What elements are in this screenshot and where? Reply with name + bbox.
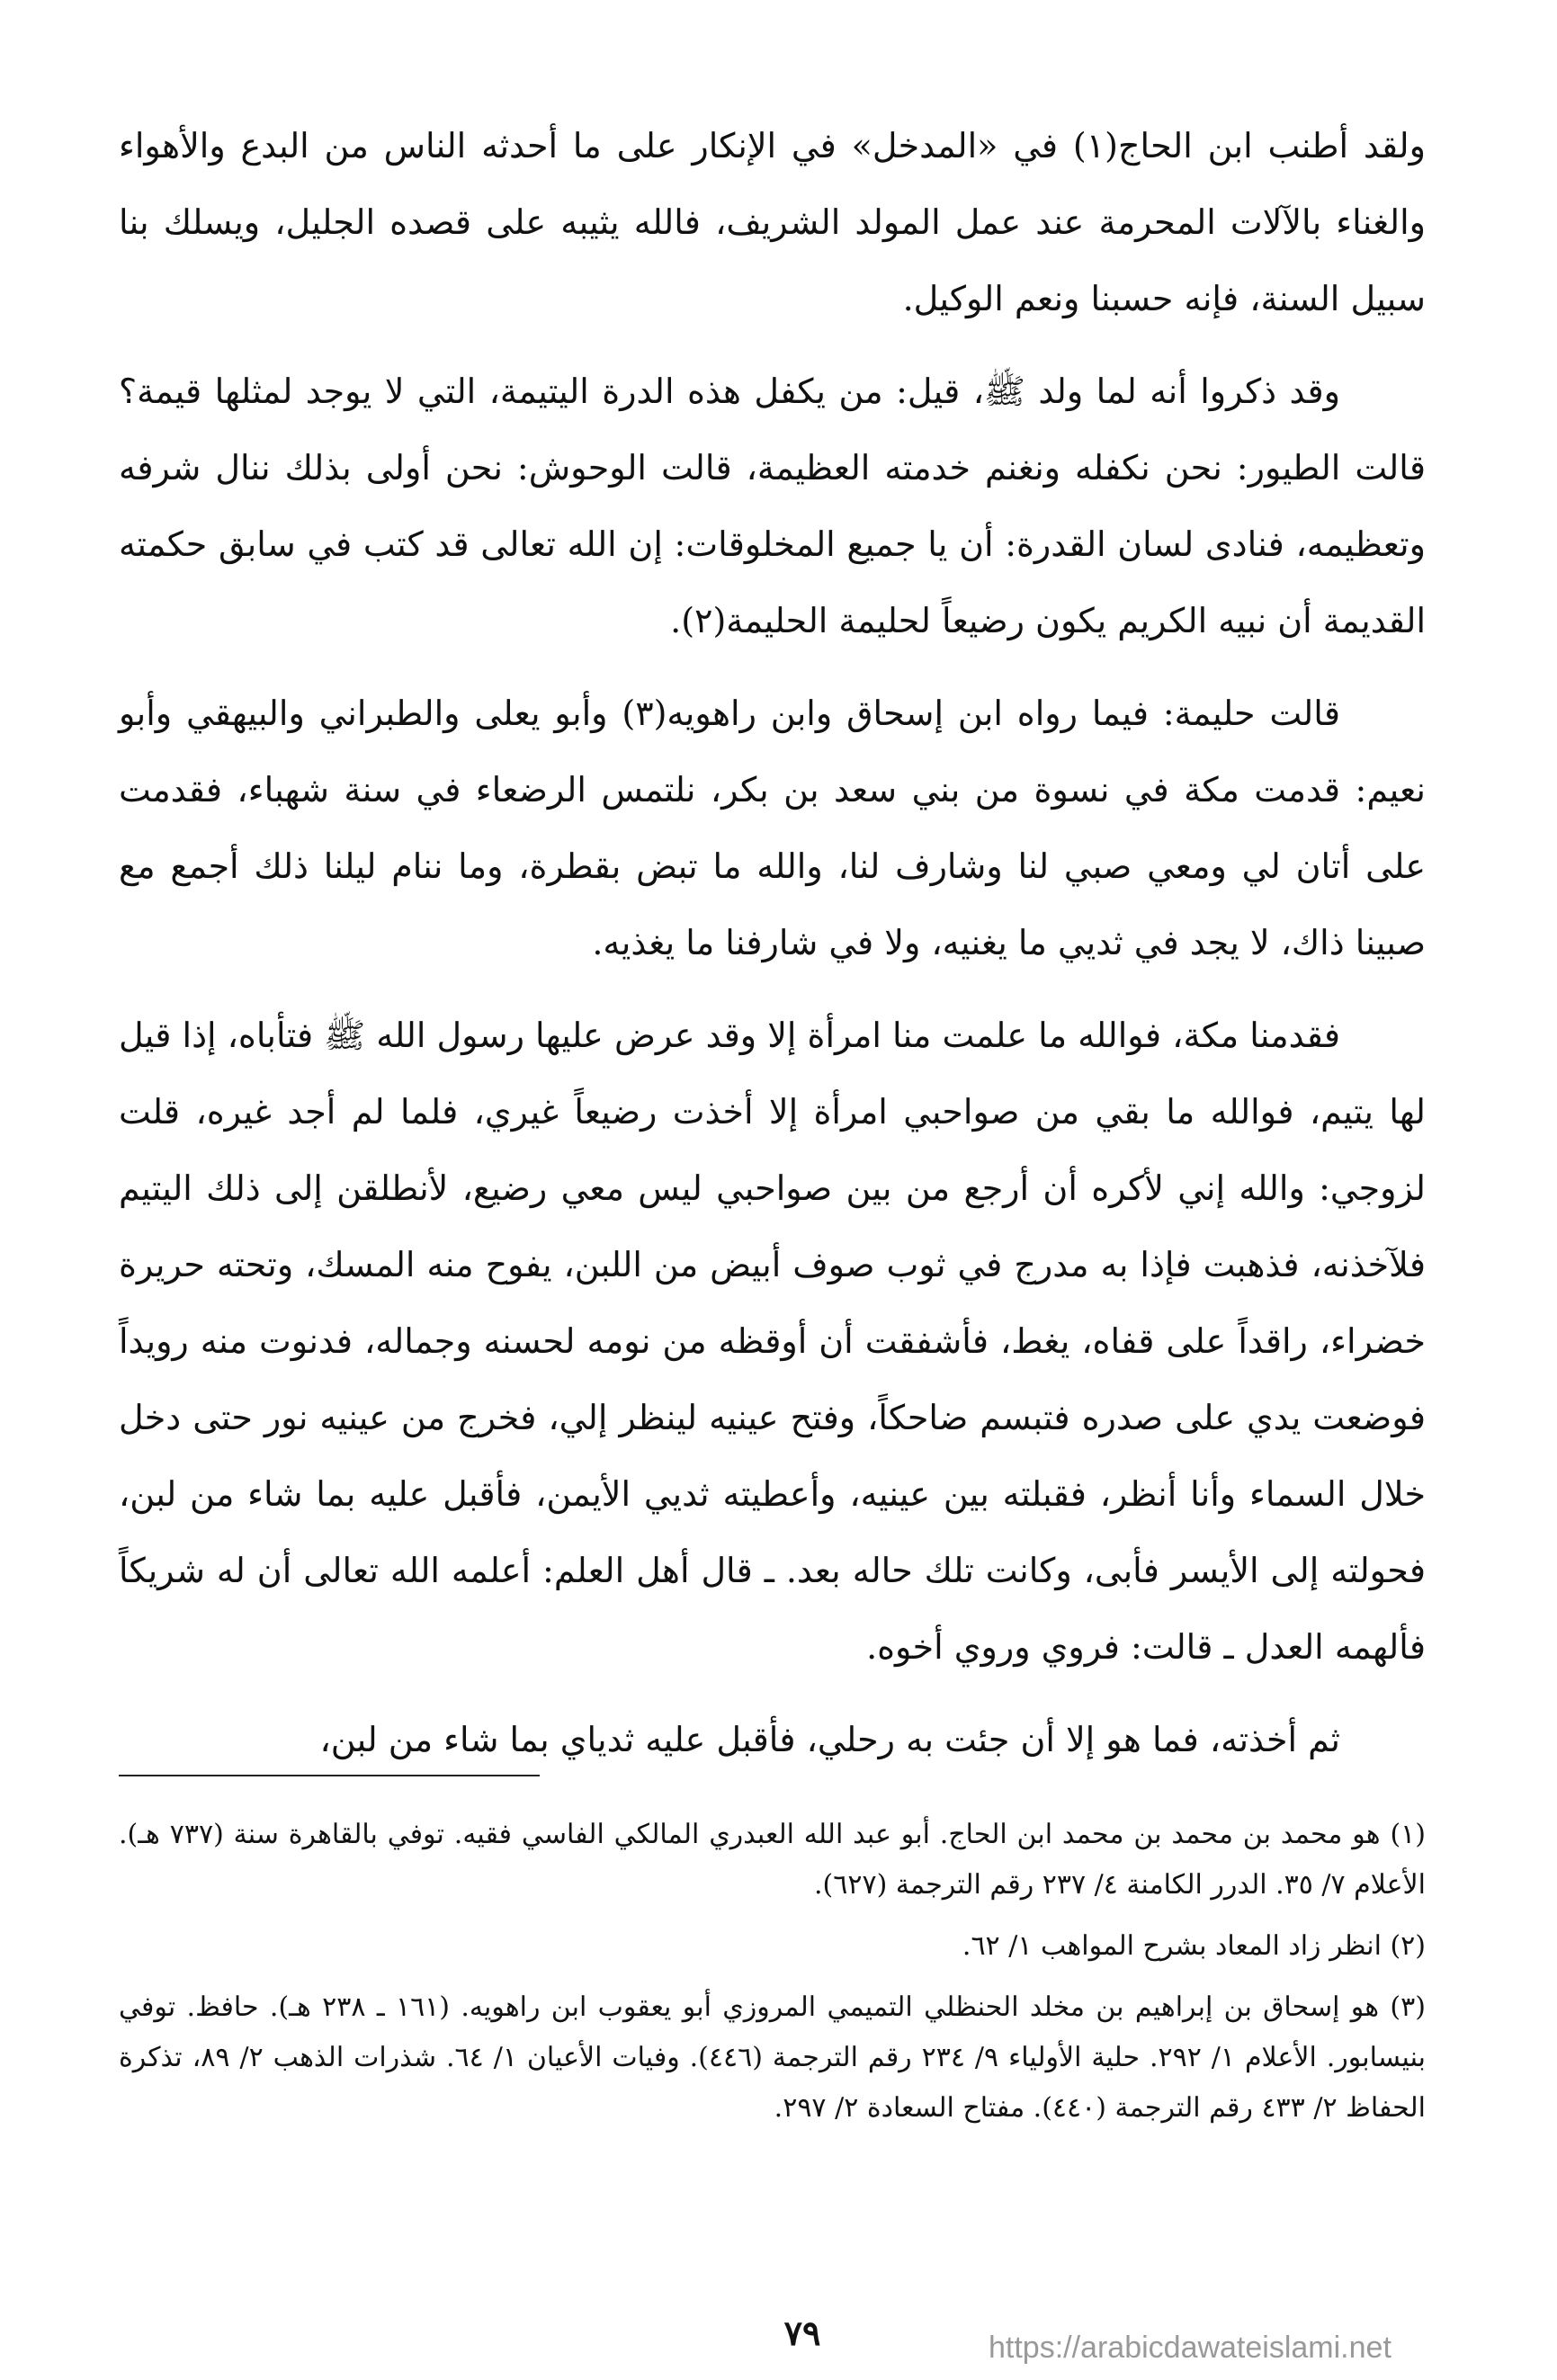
footnote-2: (٢) انظر زاد المعاد بشرح المواهب ١/ ٦٢. (962, 1930, 1426, 1962)
footnotes (119, 1810, 1426, 2144)
footnote-3: (٣) هو إسحاق بن إبراهيم بن مخلد الحنظلي التميمي المروزي أبو يعقوب ابن راهويه. (١٦١ ـ ٢٣٨ هـ). حافظ. توفي بنيسابور. الأعلام ١/ ٢٩٢. حلية الأولياء ٩/ ٢٣٤ رقم الترجمة (٤٤٦). وفيات الأعيان ١/ ٦٤. شذرات الذهب ٢/ ٨٩، تذكرة الحفاظ ٢/ ٤٣٣ رقم الترجمة (٤٤٠). مفتاح السعادة ٢/ ٢٩٧. (119, 1991, 1426, 2124)
paragraph-3: قالت حليمة: فيما رواه ابن إسحاق وابن راهويه(٣) وأبو يعلى والطبراني والبيهقي وأبو نعيم: قدمت مكة في نسوة من بني سعد بن بكر، نلتمس الرضعاء في سنة شهباء، فقدمت على أتان لي ومعي صبي لنا وشارف لنا، والله ما تبض بقطرة، وما ننام ليلنا ذلك أجمع مع صبينا ذاك، لا يجد في ثديي ما يغنيه، ولا في شارفنا ما يغذيه. (119, 693, 1426, 962)
paragraph-2: وقد ذكروا أنه لما ولد ﷺ، قيل: من يكفل هذه الدرة اليتيمة، التي لا يوجد لمثلها قيمة؟ قالت الطيور: نحن نكفله ونغنم خدمته العظيمة، قالت الوحوش: نحن أولى بذلك ننال شرفه وتعظيمه، فنادى لسان القدرة: أن يا جميع المخلوقات: إن الله تعالى قد كتب في سابق حكمته القديمة أن نبيه الكريم يكون رضيعاً لحليمة الحليمة(٢). (119, 371, 1426, 640)
paragraph-4: فقدمنا مكة، فوالله ما علمت منا امرأة إلا وقد عرض عليها رسول الله ﷺ فتأباه، إذا قيل لها يتيم، فوالله ما بقي من صواحبي امرأة إلا أخذت رضيعاً غيري، فلما لم أجد غيره، قلت لزوجي: والله إني لأكره أن أرجع من بين صواحبي ليس معي رضيع، لأنطلقن إلى ذلك اليتيم فلآخذنه، فذهبت فإذا به مدرج في ثوب صوف أبيض من اللبن، يفوح منه المسك، وتحته حريرة خضراء، راقداً على قفاه، يغط، فأشفقت أن أوقظه من نومه لحسنه وجماله، فدنوت منه رويداً فوضعت يدي على صدره فتبسم ضاحكاً، وفتح عينيه لينظر إلي، فخرج من عينيه نور حتى دخل خلال السماء وأنا أنظر، فقبلته بين عينيه، وأعطيته ثديي الأيمن، فأقبل عليه بما شاء من لبن، فحولته إلى الأيسر فأبى، وكانت تلك حاله بعد. ـ قال أهل العلم: أعلمه الله تعالى أن له شريكاً فألهمه العدل ـ قالت: فروي وروي أخوه. (119, 1016, 1427, 1667)
footnote-divider (119, 1775, 540, 1776)
source-watermark: https://arabicdawateislami.net (989, 2331, 1391, 2365)
main-text (119, 108, 1426, 1778)
page-number: ٧٩ (783, 2313, 821, 2353)
paragraph-1: ولقد أطنب ابن الحاج(١) في «المدخل» في الإنكار على ما أحدثه الناس من البدع والأهواء والغناء بالآلات المحرمة عند عمل المولد الشريف، فالله يثيبه على قصده الجليل، ويسلك بنا سبيل السنة، فإنه حسبنا ونعم الوكيل. (119, 126, 1426, 318)
paragraph-5: ثم أخذته، فما هو إلا أن جئت به رحلي، فأقبل عليه ثدياي بما شاء من لبن، (319, 1720, 1340, 1759)
footnote-1: (١) هو محمد بن محمد بن محمد ابن الحاج. أبو عبد الله العبدري المالكي الفاسي فقيه. توفي بالقاهرة سنة (٧٣٧ هـ). الأعلام ٧/ ٣٥. الدرر الكامنة ٤/ ٢٣٧ رقم الترجمة (٦٢٧). (119, 1819, 1426, 1901)
